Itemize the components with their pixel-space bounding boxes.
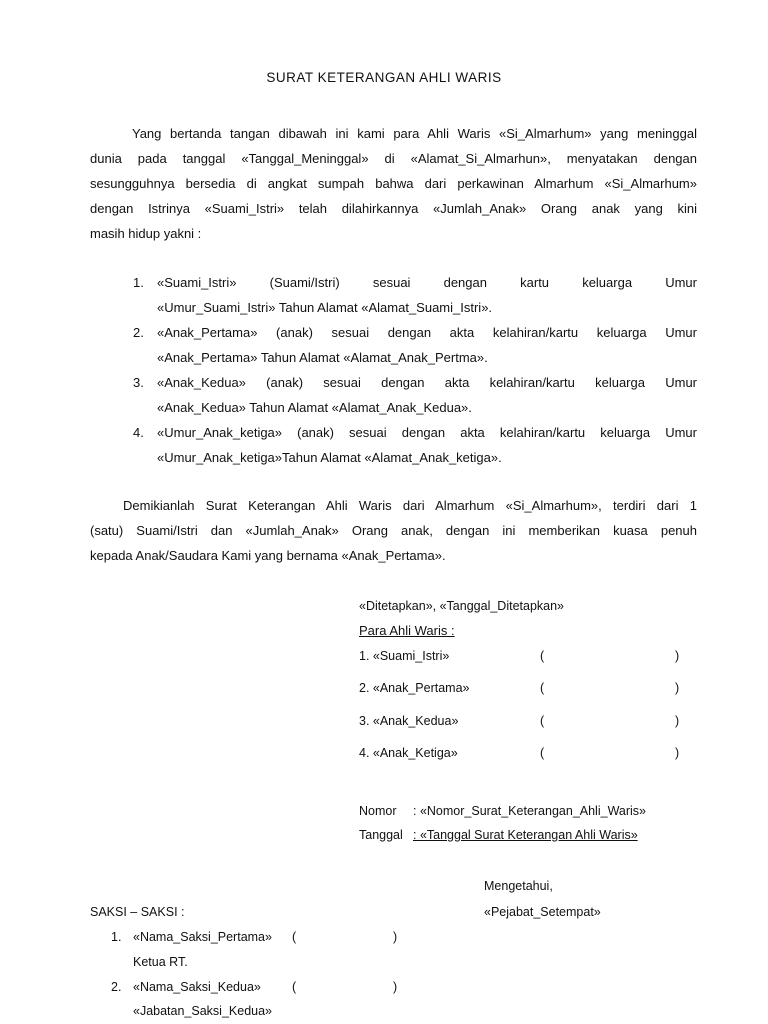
heirs-list	[90, 270, 697, 470]
tanggal-label: Tanggal	[359, 828, 403, 842]
signature-paren-close: )	[675, 649, 680, 663]
opening-line: sesungguhnya bersedia di angkat sumpah bahwa dari perkawinan Almarhum «Si_Almarhum»	[90, 176, 697, 191]
opening-line: masih hidup yakni :	[90, 226, 202, 241]
signature-name: 1. «Suami_Istri»	[359, 649, 450, 663]
witness-role: «Jabatan_Saksi_Kedua»	[133, 1004, 273, 1018]
witness-paren-close: )	[393, 980, 398, 994]
closing-line: (satu) Suami/Istri dan «Jumlah_Anak» Orang anak, dengan ini memberikan kuasa penuh	[90, 523, 697, 538]
list-item-line: «Umur_Anak_ketiga» (anak) sesuai dengan akta kelahiran/kartu keluarga Umur	[157, 425, 697, 440]
list-item-line: «Anak_Kedua» (anak) sesuai dengan akta kelahiran/kartu keluarga Umur	[157, 375, 697, 390]
closing-line: Demikianlah Surat Keterangan Ahli Waris dari Almarhum «Si_Almarhum», terdiri dari 1	[123, 498, 697, 513]
signature-row	[359, 649, 699, 663]
list-item	[90, 370, 697, 420]
signature-paren-open: (	[540, 649, 545, 663]
signature-paren-open: (	[540, 714, 545, 728]
witness-name: «Nama_Saksi_Pertama»	[133, 930, 272, 944]
witness-number: 2.	[111, 980, 122, 994]
signature-row	[359, 681, 699, 695]
signature-paren-close: )	[675, 714, 680, 728]
witness-number: 1.	[111, 930, 122, 944]
closing-line: kepada Anak/Saudara Kami yang bernama «Anak_Pertama».	[90, 548, 446, 563]
tanggal-value: : «Tanggal Surat Keterangan Ahli Waris»	[413, 828, 638, 842]
witness-paren-open: (	[292, 980, 297, 994]
list-item	[90, 270, 697, 320]
nomor-label: Nomor	[359, 804, 397, 818]
nomor-value: : «Nomor_Surat_Keterangan_Ahli_Waris»	[413, 804, 646, 818]
nomor-row	[359, 804, 646, 818]
tanggal-row	[359, 828, 638, 842]
opening-line: dengan Istrinya «Suami_Istri» telah dilahirkannya «Jumlah_Anak» Orang anak yang kini	[90, 201, 697, 216]
list-number: 1.	[133, 275, 144, 290]
signature-paren-open: (	[540, 681, 545, 695]
list-number: 4.	[133, 425, 144, 440]
list-item-line: «Anak_Pertama» (anak) sesuai dengan akta kelahiran/kartu keluarga Umur	[157, 325, 697, 340]
list-item-line: «Suami_Istri» (Suami/Istri) sesuai dengan kartu keluarga Umur	[157, 275, 697, 290]
list-item-line: «Anak_Kedua» Tahun Alamat «Alamat_Anak_Kedua».	[157, 400, 472, 415]
signature-paren-close: )	[675, 681, 680, 695]
signature-name: 4. «Anak_Ketiga»	[359, 746, 458, 760]
witness-role: Ketua RT.	[133, 955, 188, 969]
signature-paren-close: )	[675, 746, 680, 760]
list-item	[90, 420, 697, 470]
opening-line: Yang bertanda tangan dibawah ini kami para Ahli Waris «Si_Almarhum» yang meninggal	[132, 126, 697, 141]
witness-name: «Nama_Saksi_Kedua»	[133, 980, 261, 994]
list-item	[90, 320, 697, 370]
list-item-line: «Umur_Anak_ketiga»Tahun Alamat «Alamat_Anak_ketiga».	[157, 450, 502, 465]
signature-row	[359, 714, 699, 728]
witnesses-heading: SAKSI – SAKSI :	[90, 905, 185, 919]
closing-paragraph	[90, 493, 697, 568]
witness-paren-open: (	[292, 930, 297, 944]
list-item-line: «Umur_Suami_Istri» Tahun Alamat «Alamat_Suami_Istri».	[157, 300, 493, 315]
signature-block	[359, 599, 699, 859]
signature-name: 3. «Anak_Kedua»	[359, 714, 459, 728]
heirs-heading: Para Ahli Waris :	[359, 623, 455, 638]
signature-name: 2. «Anak_Pertama»	[359, 681, 470, 695]
witness-paren-close: )	[393, 930, 398, 944]
opening-line: dunia pada tanggal «Tanggal_Meninggal» di «Alamat_Si_Almarhun», menyatakan dengan	[90, 151, 697, 166]
place-date: «Ditetapkan», «Tanggal_Ditetapkan»	[359, 599, 565, 613]
official-name: «Pejabat_Setempat»	[484, 905, 601, 919]
document-title: SURAT KETERANGAN AHLI WARIS	[266, 70, 502, 85]
list-number: 2.	[133, 325, 144, 340]
signature-row	[359, 746, 699, 760]
opening-paragraph	[90, 121, 697, 246]
signature-paren-open: (	[540, 746, 545, 760]
list-item-line: «Anak_Pertama» Tahun Alamat «Alamat_Anak_Pertma».	[157, 350, 488, 365]
list-number: 3.	[133, 375, 144, 390]
mengetahui-label: Mengetahui,	[484, 879, 553, 893]
